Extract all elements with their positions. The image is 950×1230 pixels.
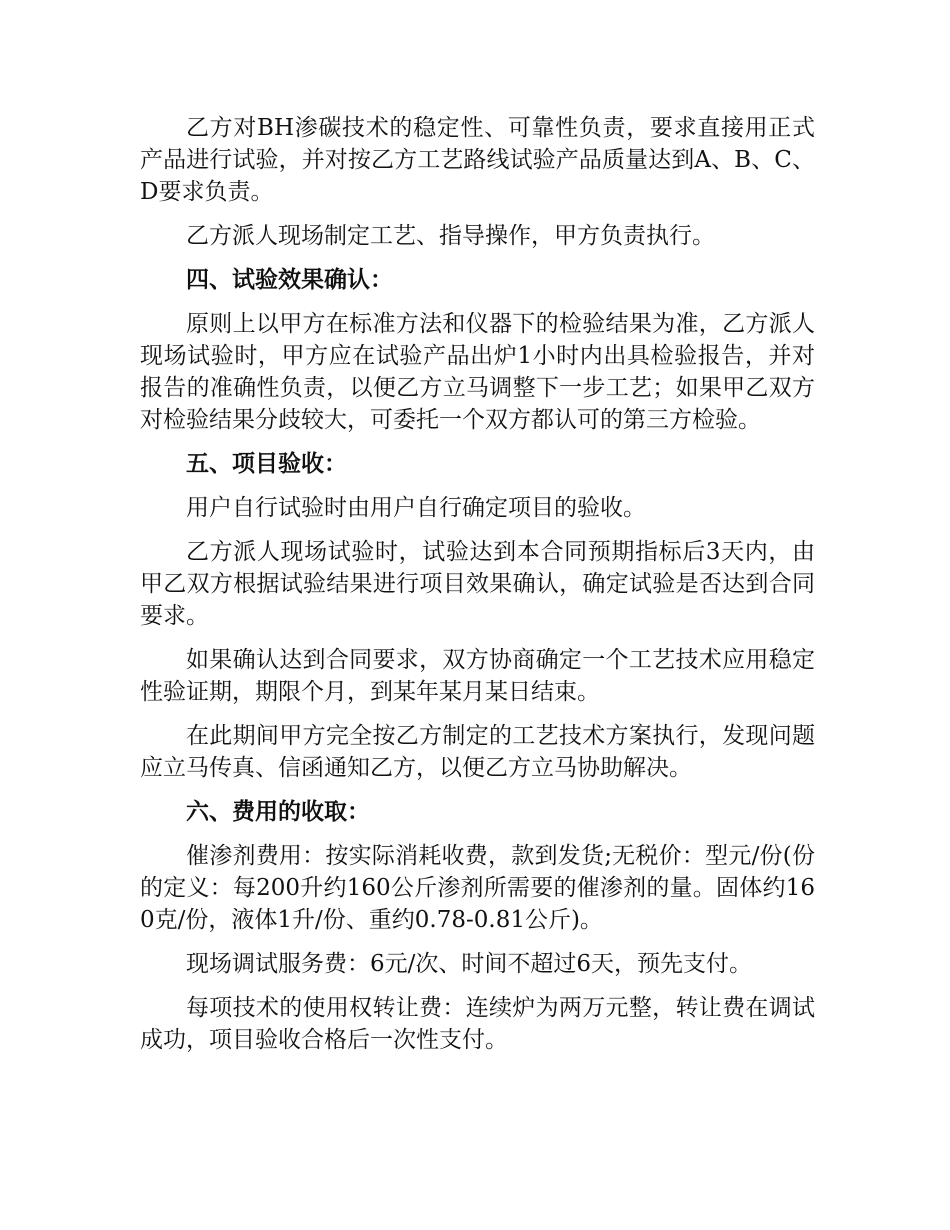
paragraph-service-fee: 现场调试服务费：6元/次、时间不超过6天，预先支付。 bbox=[186, 951, 753, 977]
paragraph-issue-notification: 在此期间甲方完全按乙方制定的工艺技术方案执行，发现问题应立马传真、信函通知乙方，以便乙方立马协助解决。 bbox=[140, 723, 815, 781]
paragraph-inspection-results: 原则上以甲方在标准方法和仪器下的检验结果为准，乙方派人现场试验时，甲方应在试验产品出炉1小时内出具检验报告，并对报告的准确性负责，以便乙方立马调整下一步工艺；如果甲乙双方对检验结果分歧较大，可委托一个双方都认可的第三方检验。 bbox=[140, 311, 815, 433]
paragraph-user-acceptance: 用户自行试验时由用户自行确定项目的验收。 bbox=[186, 495, 646, 521]
heading-fees: 六、费用的收取： bbox=[186, 799, 370, 825]
paragraph-onsite-process: 乙方派人现场制定工艺、指导操作，甲方负责执行。 bbox=[186, 223, 715, 249]
paragraph-stability-responsibility: 乙方对BH渗碳技术的稳定性、可靠性负责，要求直接用正式产品进行试验，并对按乙方工艺路线试验产品质量达到A、B、C、D要求负责。 bbox=[140, 115, 815, 205]
heading-test-confirmation: 四、试验效果确认： bbox=[186, 267, 393, 293]
paragraph-onsite-acceptance: 乙方派人现场试验时，试验达到本合同预期指标后3天内，由甲乙双方根据试验结果进行项目效果确认，确定试验是否达到合同要求。 bbox=[140, 539, 815, 629]
paragraph-license-fee: 每项技术的使用权转让费：连续炉为两万元整，转让费在调试成功，项目验收合格后一次性支付。 bbox=[140, 995, 815, 1053]
paragraph-catalyst-fee: 催渗剂费用：按实际消耗收费，款到发货;无税价：型元/份(份的定义：每200升约160公斤渗剂所需要的催渗剂的量。固体约160克/份，液体1升/份、重约0.78-0.81公斤)。 bbox=[140, 843, 815, 933]
paragraph-verification-period: 如果确认达到合同要求，双方协商确定一个工艺技术应用稳定性验证期，期限个月，到某年某月某日结束。 bbox=[140, 647, 815, 705]
document-page bbox=[140, 112, 815, 1068]
heading-project-acceptance: 五、项目验收： bbox=[186, 451, 347, 477]
